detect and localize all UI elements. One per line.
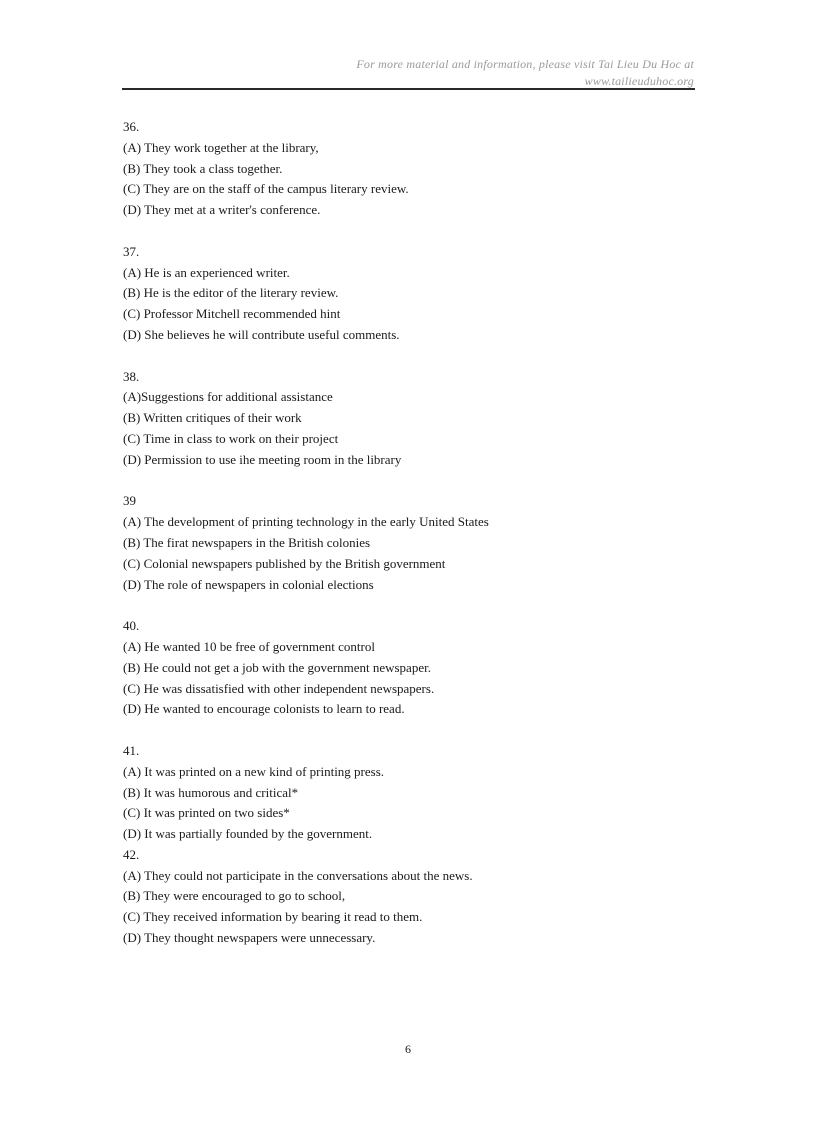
question-36 [123,117,703,221]
page-header [122,56,694,90]
option-c: (C) He was dissatisfied with other independent newspapers. [123,680,435,696]
question-37 [123,242,703,346]
option-c: (C) It was printed on two sides* [123,805,290,821]
option-b: (B) They took a class together. [123,160,283,176]
question-list [123,117,703,970]
option-a: (A) The development of printing technology in the early United States [123,514,489,530]
option-d: (D) It was partially founded by the government. [123,826,373,842]
option-d: (D) They met at a writer's conference. [123,202,321,218]
option-a: (A) He wanted 10 be free of government control [123,638,375,654]
question-number: 36. [123,119,140,134]
option-c: (C) Professor Mitchell recommended hint [123,306,341,322]
option-a: (A) They work together at the library, [123,139,319,155]
page-number: 6 [405,1042,411,1056]
option-c: (C) Time in class to work on their project [123,430,339,446]
header-divider [122,88,695,90]
option-b: (B) He is the editor of the literary review. [123,285,339,301]
option-b: (B) He could not get a job with the government newspaper. [123,659,431,675]
option-b: (B) They were encouraged to go to school, [123,888,346,904]
option-b: (B) The firat newspapers in the British colonies [123,534,371,550]
option-c: (C) They are on the staff of the campus literary review. [123,181,409,197]
option-a: (A)Suggestions for additional assistance [123,389,333,405]
question-number: 39 [123,493,136,509]
option-d: (D) He wanted to encourage colonists to learn to read. [123,701,405,717]
header-text-line-1: For more material and information, please visit Tai Lieu Du Hoc at [356,57,694,71]
question-number: 42. [123,846,140,862]
question-38 [123,367,703,471]
option-d: (D) Permission to use ihe meeting room in the library [123,451,402,467]
option-d: (D) They thought newspapers were unnecessary. [123,930,376,946]
option-b: (B) It was humorous and critical* [123,784,299,800]
option-d: (D) The role of newspapers in colonial elections [123,576,374,592]
header-website-link[interactable]: www.tailieuduhoc.org [584,74,694,88]
question-number: 41. [123,742,140,758]
option-a: (A) It was printed on a new kind of printing press. [123,763,385,779]
question-number: 38. [123,368,140,384]
question-41 [123,741,703,845]
option-c: (C) They received information by bearing it read to them. [123,909,423,925]
question-number: 40. [123,618,140,634]
question-39 [123,491,703,595]
option-c: (C) Colonial newspapers published by the British government [123,555,446,571]
question-40 [123,616,703,720]
option-d: (D) She believes he will contribute useful comments. [123,326,400,342]
option-a: (A) They could not participate in the conversations about the news. [123,867,473,883]
question-number: 37. [123,243,140,259]
option-b: (B) Written critiques of their work [123,410,302,426]
option-a: (A) He is an experienced writer. [123,264,290,280]
question-42 [123,845,703,949]
